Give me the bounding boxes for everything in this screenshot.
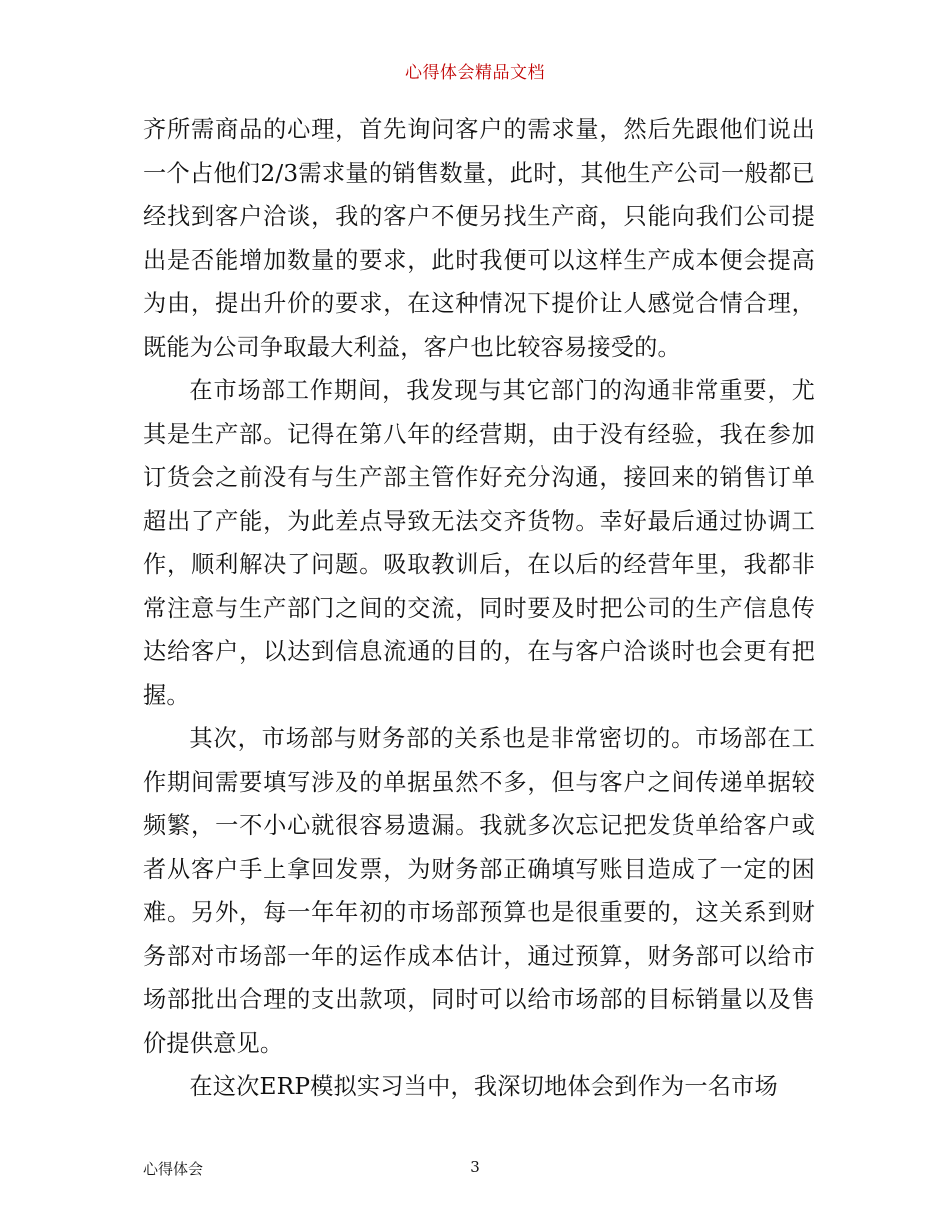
paragraph-department-communication: 在市场部工作期间，我发现与其它部门的沟通非常重要，尤其是生产部。记得在第八年的经营期，由于没有经验，我在参加订货会之前没有与生产部主管作好充分沟通，接回来的销售订单超出了产能，为此差点导致无法交齐货物。幸好最后通过协调工作，顺利解决了问题。吸取教训后，在以后的经营年里，我都非常注意与生产部门之间的交流，同时要及时把公司的生产信息传达给客户，以达到信息流通的目的，在与客户洽谈时也会更有把握。 [143,377,815,709]
document-body [143,108,815,1109]
paragraph-continuation: 齐所需商品的心理，首先询问客户的需求量，然后先跟他们说出一个占他们2/3需求量的销售数量，此时，其他生产公司一般都已经找到客户洽谈，我的客户不便另找生产商，只能向我们公司提出是否能增加数量的要求，此时我便可以这样生产成本便会提高为由，提出升价的要求，在这种情况下提价让人感觉合情合理，既能为公司争取最大利益，客户也比较容易接受的。 [143,116,815,361]
document-header-title: 心得体会精品文档 [405,63,545,83]
footer-label: 心得体会 [143,1160,204,1178]
page-number: 3 [470,1158,480,1176]
paragraph-erp-experience: 在这次ERP模拟实习当中，我深切地体会到作为一名市场 [189,1073,778,1100]
paragraph-finance-relationship: 其次，市场部与财务部的关系也是非常密切的。市场部在工作期间需要填写涉及的单据虽然不多，但与客户之间传递单据较频繁，一不小心就很容易遗漏。我就多次忘记把发货单给客户或者从客户手上拿回发票，为财务部正确填写账目造成了一定的困难。另外，每一年年初的市场部预算也是很重要的，这关系到财务部对市场部一年的运作成本估计，通过预算，财务部可以给市场部批出合理的支出款项，同时可以给市场部的目标销量以及售价提供意见。 [143,725,815,1057]
